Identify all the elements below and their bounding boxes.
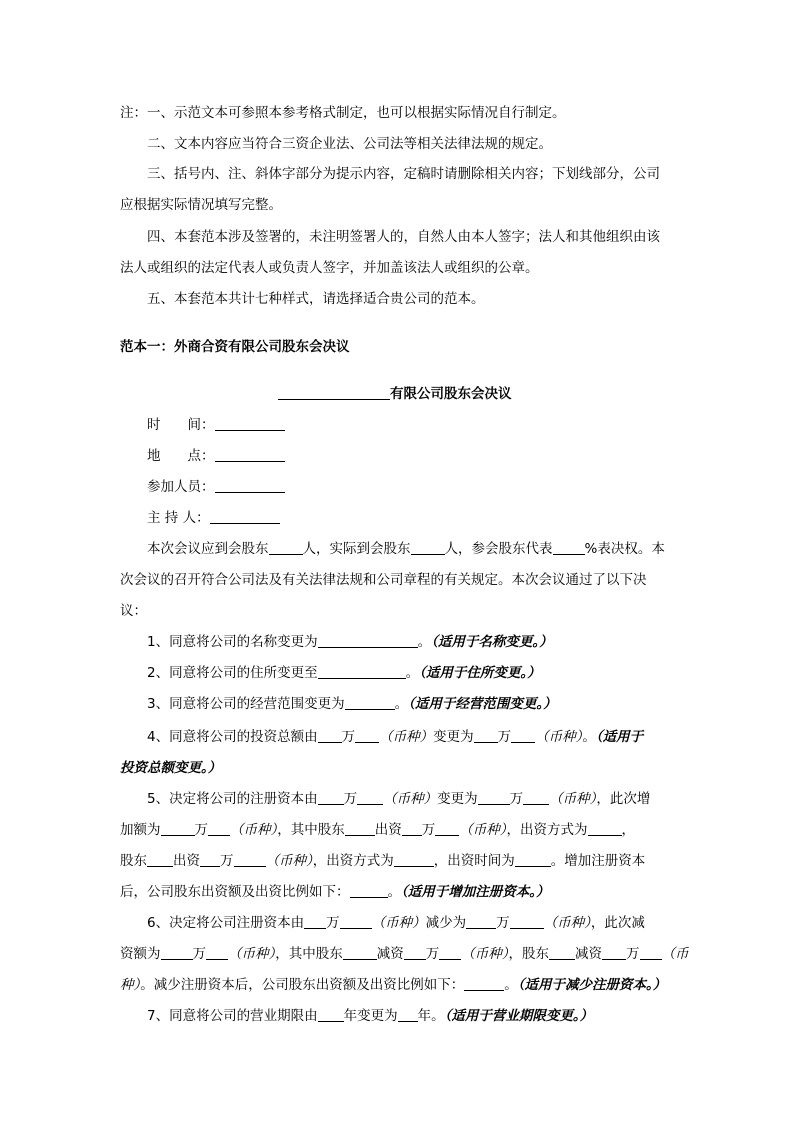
item-text: 减资 (376, 946, 404, 962)
item-text: 万 (497, 729, 512, 745)
item-text: 年。 (417, 1008, 445, 1024)
hint-text: （币种） (383, 791, 438, 807)
field-attendees-blank[interactable] (215, 478, 285, 493)
document-title (278, 385, 512, 403)
hint-text: （币种） (265, 853, 313, 869)
hint-text: （币种） (535, 729, 583, 745)
field-host-label: 主 持 人： (147, 510, 210, 526)
field-time-label: 时 间： (147, 417, 215, 433)
company-name-blank[interactable] (278, 385, 390, 400)
field-time-blank[interactable] (215, 416, 285, 431)
hint-text: （币种） (371, 915, 426, 931)
item-1 (147, 633, 553, 651)
hint-text: （币种） (543, 915, 591, 931)
item-text: 出资 (173, 853, 200, 869)
item-text: ，股东 (508, 946, 549, 962)
item-text: 万 (220, 853, 234, 869)
blank[interactable] (343, 945, 377, 960)
item-text: 万 (343, 791, 358, 807)
item-text: 万 (421, 822, 436, 838)
note-2: 二、文本内容应当符合三资企业法、公司法等相关法律法规的规定。 (147, 136, 552, 152)
blank[interactable] (147, 852, 173, 867)
blank[interactable] (340, 914, 372, 929)
item-text: 5、决定将公司的注册资本由 (147, 791, 318, 807)
intro-text: %表决权。本 (584, 541, 665, 557)
item-text: 1、同意将公司的名称变更为 (147, 634, 318, 650)
item-text: 后，公司股东出资额及出资比例如下： (120, 884, 350, 900)
note-1: 注：一、示范文本可参照本参考格式制定，也可以根据实际情况自行制定。 (120, 105, 566, 121)
hint-text: （币种） (549, 791, 597, 807)
field-place (147, 447, 285, 465)
item-text: 3、同意将公司的经营范围变更为 (147, 696, 345, 712)
item-text: 变更为 (433, 729, 474, 745)
item-text: 万 (626, 946, 640, 962)
hint-text: （适用于名称变更。） (431, 634, 553, 650)
blank[interactable] (350, 883, 388, 898)
blank[interactable] (588, 821, 622, 836)
blank[interactable] (161, 945, 193, 960)
blank[interactable] (345, 821, 375, 836)
item-5-line-3 (120, 852, 645, 870)
blank[interactable] (402, 821, 422, 836)
item-text: 加额为 (120, 822, 161, 838)
blank[interactable] (208, 821, 230, 836)
item-text: 减资 (575, 946, 602, 962)
hint-text: （币种） (230, 822, 278, 838)
blank[interactable] (304, 914, 326, 929)
item-4-line-1 (147, 728, 643, 746)
intro-text: 人，实际到会股东 (302, 541, 411, 557)
item-text: 。 (417, 634, 432, 650)
blank[interactable] (357, 790, 383, 805)
item-5-line-2 (120, 821, 635, 839)
hint-text: （适用于住所变更。） (419, 665, 541, 681)
blank[interactable] (439, 945, 461, 960)
item-text: 资额为 (120, 946, 161, 962)
item-3 (147, 695, 557, 713)
item-text: ，出资方式为 (506, 822, 588, 838)
item-text: 万 (341, 729, 356, 745)
item-text: 万 (326, 915, 340, 931)
hint-text: （币种） (379, 729, 434, 745)
blank[interactable] (318, 790, 344, 805)
blank[interactable] (161, 821, 195, 836)
item-text: ，出资方式为 (312, 853, 394, 869)
blank[interactable] (398, 1007, 418, 1022)
item-text: ， (621, 822, 635, 838)
hint-text: 种） (120, 977, 141, 993)
blank[interactable] (318, 664, 406, 679)
blank[interactable] (640, 945, 662, 960)
item-text: ，此次减 (590, 915, 645, 931)
note-5: 五、本套范本共计七种样式，请选择适合贵公司的范本。 (147, 291, 485, 307)
item-text: 。减少注册资本后，公司股东出资额及出资比例如下： (140, 977, 465, 993)
intro-line-2: 次会议的召开符合公司法及有关法律法规和公司章程的有关规定。本次会议通过了以下决 (120, 572, 647, 588)
blank[interactable] (602, 945, 626, 960)
blank[interactable] (464, 976, 504, 991)
item-text: 。 (394, 696, 409, 712)
blank[interactable] (515, 852, 551, 867)
item-text: 7、同意将公司的营业期限由 (147, 1008, 318, 1024)
blank[interactable] (355, 728, 379, 743)
blank[interactable] (345, 695, 395, 710)
item-text: 万 (192, 946, 206, 962)
field-host-blank[interactable] (210, 509, 280, 524)
blank[interactable] (466, 914, 496, 929)
item-text: 6、决定将公司注册资本由 (147, 915, 305, 931)
item-text: 变更为 (437, 791, 478, 807)
item-6-line-3 (120, 976, 666, 994)
intro-text: 人，参会股东代表 (444, 541, 553, 557)
blank[interactable] (200, 852, 220, 867)
item-text: 万 (496, 915, 510, 931)
blank[interactable] (234, 852, 266, 867)
blank[interactable] (511, 728, 535, 743)
hint-text: （币种） (459, 822, 507, 838)
item-text: 2、同意将公司的住所变更至 (147, 665, 318, 681)
item-text: 万 (509, 791, 524, 807)
field-time (147, 416, 285, 434)
document-title-text: 有限公司股东会决议 (390, 386, 512, 402)
field-place-blank[interactable] (215, 447, 285, 462)
item-6-line-1 (147, 914, 645, 932)
hint-text: （适用于营业期限变更。） (444, 1008, 594, 1024)
item-text: 减少为 (425, 915, 467, 931)
field-host (147, 509, 280, 527)
hint-text: （适用于经营范围变更。） (408, 696, 557, 712)
blank[interactable] (478, 790, 510, 805)
note-3-line-2: 应根据实际情况填写完整。 (120, 197, 282, 213)
intro-line-3: 议： (120, 603, 147, 619)
hint-text: （币 (661, 946, 689, 962)
intro-line-1 (147, 540, 665, 558)
hint-text: （适用于减少注册资本。） (517, 977, 667, 993)
blank[interactable] (523, 790, 549, 805)
item-5-line-4 (120, 883, 550, 901)
item-2 (147, 664, 541, 682)
blank[interactable] (269, 540, 303, 555)
item-text: ，此次增 (596, 791, 651, 807)
item-text: 。 (387, 884, 401, 900)
blank[interactable] (318, 1007, 344, 1022)
section-title: 范本一：外商合资有限公司股东会决议 (120, 339, 350, 355)
item-text: 年变更为 (343, 1008, 398, 1024)
item-text: ，其中股东 (275, 946, 343, 962)
field-attendees (147, 478, 285, 496)
item-text: 。增加注册资本 (550, 853, 646, 869)
item-text: ，其中股东 (277, 822, 345, 838)
blank[interactable] (474, 728, 498, 743)
item-4-line-2: 投资总额变更。） (120, 760, 222, 776)
blank[interactable] (318, 633, 418, 648)
item-text: 股东 (120, 853, 147, 869)
note-4-line-1: 四、本套范本涉及签署的，未注明签署人的，自然人由本人签字；法人和其他组织由该 (147, 229, 660, 245)
hint-text: （币种） (228, 946, 276, 962)
blank[interactable] (553, 540, 585, 555)
blank[interactable] (206, 945, 228, 960)
hint-text: （币种） (461, 946, 509, 962)
blank[interactable] (435, 821, 459, 836)
intro-text: 本次会议应到会股东 (147, 541, 269, 557)
item-6-line-2 (120, 945, 689, 963)
item-text: 。 (582, 729, 596, 745)
blank[interactable] (549, 945, 575, 960)
hint-text: （适用于增加注册资本。） (401, 884, 550, 900)
hint-text: （适用于 (595, 729, 644, 745)
blank[interactable] (318, 728, 342, 743)
note-4-line-2: 法人或组织的法定代表人或负责人签字，并加盖该法人或组织的公章。 (120, 260, 539, 276)
blank[interactable] (404, 945, 426, 960)
blank[interactable] (510, 914, 544, 929)
item-text: 。 (405, 665, 420, 681)
blank[interactable] (411, 540, 445, 555)
item-text: 万 (194, 822, 208, 838)
item-5-line-1 (147, 790, 650, 808)
item-text: 4、同意将公司的投资总额由 (147, 729, 318, 745)
item-text: 出资 (374, 822, 402, 838)
item-text: 。 (504, 977, 518, 993)
item-text: 万 (425, 946, 440, 962)
item-text: ，出资时间为 (433, 853, 515, 869)
blank[interactable] (394, 852, 434, 867)
field-place-label: 地 点： (147, 448, 215, 464)
field-attendees-label: 参加人员： (147, 479, 215, 495)
note-3-line-1: 三、括号内、注、斜体字部分为提示内容，定稿时请删除相关内容；下划线部分，公司 (147, 166, 660, 182)
item-7 (147, 1007, 593, 1025)
